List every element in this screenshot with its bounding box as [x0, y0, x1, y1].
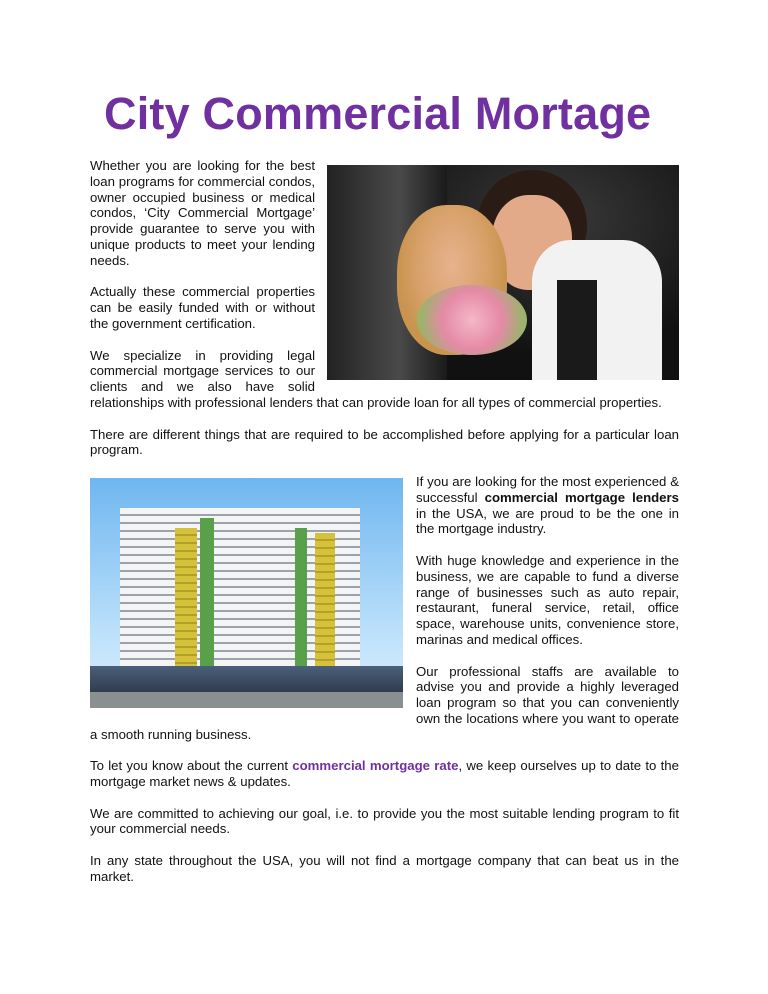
paragraph-specialize: We specialize in providing legal commercial mortgage services to our clients and we also have solid relationships with professional lenders that can provide loan for all types of commercial properties. — [90, 347, 662, 410]
paragraph-rate — [90, 758, 679, 790]
text: , we keep ourselves up to date to the mortgage market news & updates. — [90, 758, 679, 790]
paragraph-intro: Whether you are looking for the best loan programs for commercial condos, owner occupied business or medical condos, ‘City Commercial Mortgage’ provide guarantee to serve you with unique products to meet your lending needs. — [90, 158, 315, 268]
page-title: City Commercial Mortage — [104, 88, 652, 139]
document-body — [90, 158, 679, 900]
wedding-couple-photo — [327, 165, 679, 380]
paragraph-requirements: There are different things that are required to be accomplished before applying for a particular loan program. — [90, 426, 679, 458]
paragraph-funding: Actually these commercial properties can be easily funded with or without the government certification. — [90, 284, 315, 331]
commercial-mortgage-rate-link[interactable]: commercial mortgage rate — [292, 758, 459, 774]
paragraph-staff: Our professional staffs are available to advise you and provide a highly leveraged loan program so that you can conveniently own the locations where you want to operate a smooth running business. — [90, 663, 679, 742]
bold-phrase: commercial mortgage lenders — [484, 489, 679, 505]
paragraph-closing: In any state throughout the USA, you will not find a mortgage company that can beat us in the market. — [90, 853, 679, 884]
paragraph-experience: With huge knowledge and experience in the business, we are capable to fund a diverse range of businesses such as auto repair, restaurant, funeral service, retail, office space, warehouse units, convenience store, marinas and medical offices. — [416, 552, 679, 647]
text: To let you know about the current — [90, 758, 293, 774]
text: If you are looking for the most experienced & successful — [416, 473, 679, 505]
commercial-building-photo — [90, 478, 403, 708]
text: in the USA, we are proud to be the one in the mortgage industry. — [416, 505, 679, 537]
paragraph-commitment: We are committed to achieving our goal, i.e. to provide you the most suitable lending program to fit your commercial needs. — [90, 805, 679, 837]
